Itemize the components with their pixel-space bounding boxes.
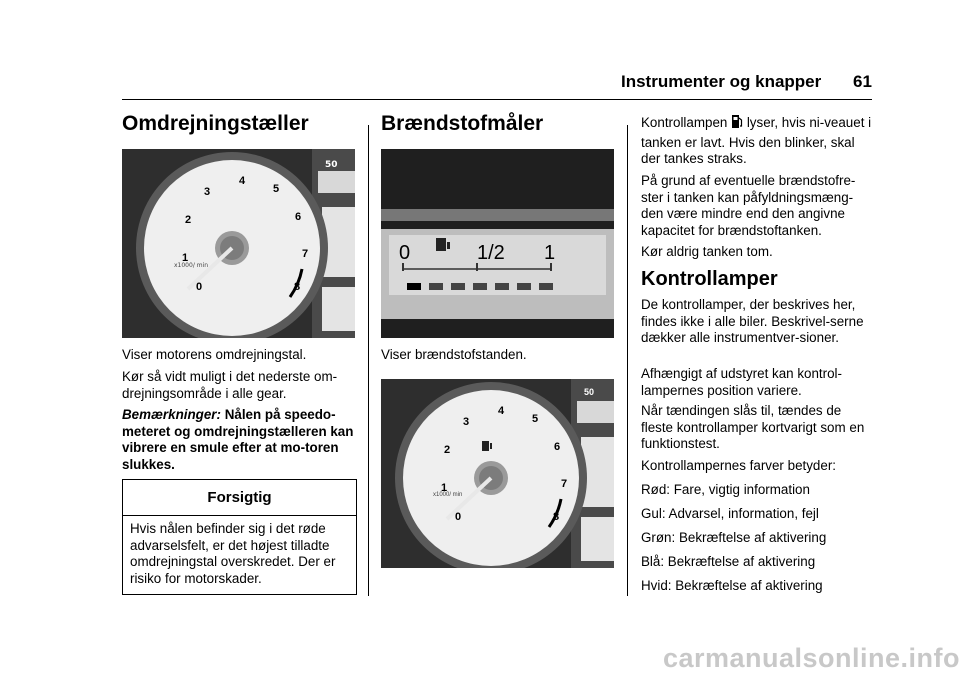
watermark: carmanualsonline.info xyxy=(662,643,960,673)
paragraph: De kontrollamper, der beskrives her, findes ikke i alle biler. Beskrivel-serne dækker alle instrumentver-sioner. xyxy=(641,297,864,345)
section-heading-fuel-gauge: Brændstofmåler xyxy=(381,112,544,135)
dial-number: 1 xyxy=(182,252,189,264)
color-meaning-item: Gul: Advarsel, information, fejl xyxy=(641,506,819,521)
speed-label: 50 xyxy=(325,160,338,170)
section-heading-tachometer: Omdrejningstæller xyxy=(122,112,309,135)
paragraph: Kør så vidt muligt i det nederste om-drejningsområde i alle gear. xyxy=(122,369,338,401)
dial-number: 8 xyxy=(294,281,301,293)
fuel-full-label: 1 xyxy=(544,242,556,264)
dial-number: 2 xyxy=(185,214,192,226)
color-meaning-item: Hvid: Bekræftelse af aktivering xyxy=(641,578,823,593)
color-meaning-item: Blå: Bekræftelse af aktivering xyxy=(641,554,816,569)
dial-number: 8 xyxy=(553,511,560,523)
fuel-gauge-illustration xyxy=(381,149,614,338)
dial-number: 7 xyxy=(561,478,568,490)
fuel-half-label: 1/2 xyxy=(477,242,505,264)
column-divider-2 xyxy=(627,125,628,596)
color-meaning-item: Rød: Fare, vigtig information xyxy=(641,482,810,497)
paragraph: Når tændingen slås til, tændes de fleste kontrollamper kortvarigt som en funktionstest. xyxy=(641,403,865,451)
running-header-title: Instrumenter og knapper xyxy=(621,72,822,91)
dial-number: 3 xyxy=(204,186,211,198)
caution-rule xyxy=(123,515,356,516)
instrument-cluster-low-fuel-illustration xyxy=(381,379,614,568)
caution-box xyxy=(122,479,357,595)
fuel-pump-icon xyxy=(731,113,743,135)
paragraph: Viser motorens omdrejningstal. xyxy=(122,347,307,362)
speed-label: 50 xyxy=(584,387,595,397)
tachometer-illustration xyxy=(122,149,355,338)
column-divider-1 xyxy=(368,125,369,596)
rpm-unit-label: x1000/ min xyxy=(174,262,209,269)
dial-number: 4 xyxy=(498,405,505,417)
fuel-empty-label: 0 xyxy=(399,242,411,264)
page-number: 61 xyxy=(853,72,872,91)
note-paragraph xyxy=(122,407,357,473)
paragraph: Kør aldrig tanken tom. xyxy=(641,244,773,259)
rpm-unit-label: x1000/ min xyxy=(433,492,463,498)
dial-number: 3 xyxy=(463,416,470,428)
dial-number: 5 xyxy=(532,413,539,425)
dial-number: 0 xyxy=(196,281,203,293)
inline-text: lyser, hvis ni-veauet i tanken er lavt. Hvis den blinker, skal der tankes straks. xyxy=(641,115,872,166)
dial-number: 6 xyxy=(295,211,302,223)
dial-number: 1 xyxy=(441,482,448,494)
paragraph-low-fuel xyxy=(641,113,873,168)
paragraph: Kontrollampernes farver betyder: xyxy=(641,458,837,473)
dial-number: 2 xyxy=(444,444,451,456)
inline-text: Kontrollampen xyxy=(641,115,728,130)
dial-number: 7 xyxy=(302,248,309,260)
dial-number: 0 xyxy=(455,511,462,523)
header-rule xyxy=(122,99,872,100)
paragraph: På grund af eventuelle brændstofre-ster i tanken kan påfyldningsmæng-den være mindre end den angivne kapacitet for brændstoftanken. xyxy=(641,173,856,238)
note-text: Nålen på speedo-meteret og omdrejningstælleren kan vibrere en smule efter at mo-toren slukkes. xyxy=(122,407,354,472)
fuel-caption: Viser brændstofstanden. xyxy=(381,347,527,362)
paragraph: Afhængigt af udstyret kan kontrol-lampernes position variere. xyxy=(641,366,842,398)
section-heading-warning-lamps: Kontrollamper xyxy=(641,268,778,290)
caution-body: Hvis nålen befinder sig i det røde advarselsfelt, er det højest tilladte omdrejningstal overskredet. Der er risiko for motorskader. xyxy=(130,521,336,586)
note-label: Bemærkninger: xyxy=(122,407,221,422)
dial-number: 5 xyxy=(273,183,280,195)
caution-title: Forsigtig xyxy=(207,489,272,506)
dial-number: 4 xyxy=(239,175,246,187)
dial-number: 6 xyxy=(554,441,561,453)
color-meaning-item: Grøn: Bekræftelse af aktivering xyxy=(641,530,827,545)
